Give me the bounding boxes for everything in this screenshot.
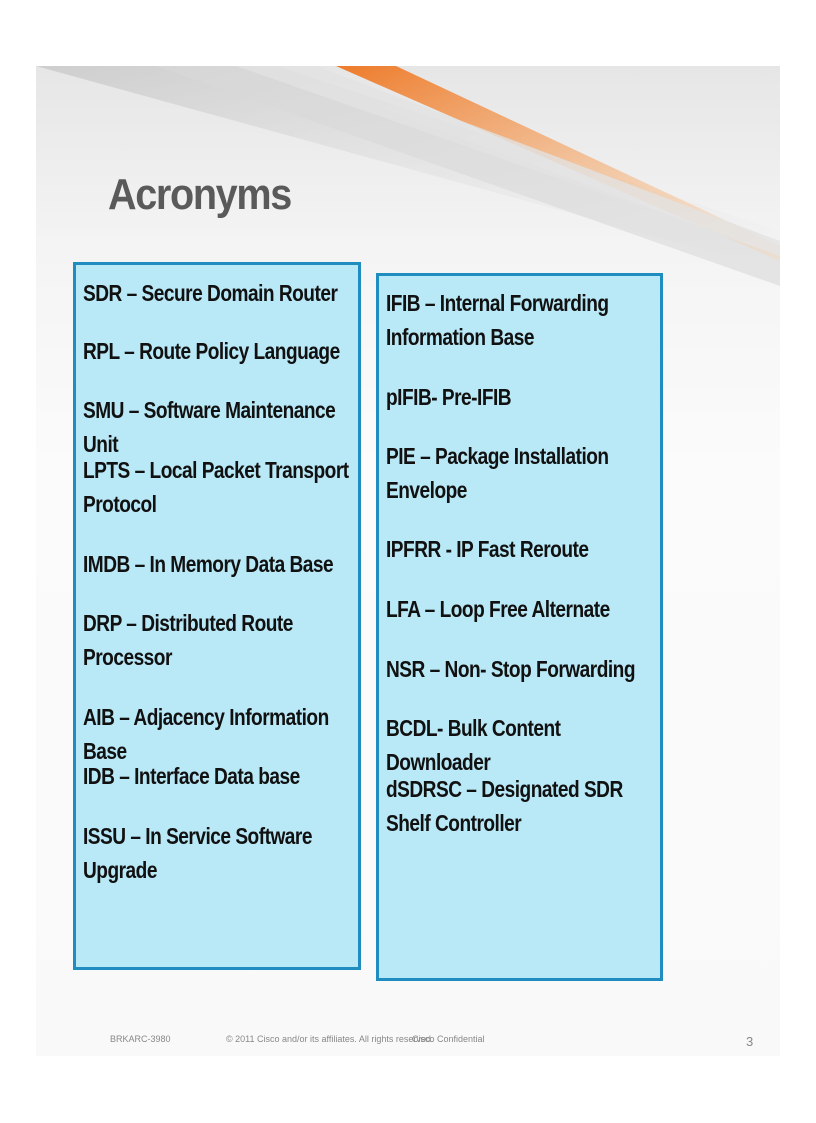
acronym-item: PIE – Package Installation Envelope <box>386 443 609 503</box>
acronym-box-right <box>376 273 663 981</box>
acronym-item: SMU – Software Maintenance Unit <box>83 397 336 457</box>
acronym-item: AIB – Adjacency Information Base <box>83 704 329 764</box>
acronym-item: IFIB – Internal Forwarding Information Base <box>386 290 609 350</box>
acronym-item: IDB – Interface Data base <box>83 763 300 789</box>
acronym-item: DRP – Distributed Route Processor <box>83 610 293 670</box>
acronym-item: BCDL- Bulk Content Downloader <box>386 715 561 775</box>
acronym-item: IMDB – In Memory Data Base <box>83 551 334 577</box>
footer-session-code: BRKARC-3980 <box>110 1034 171 1044</box>
acronym-item: NSR – Non- Stop Forwarding <box>386 656 635 682</box>
acronym-item: LFA – Loop Free Alternate <box>386 596 610 622</box>
acronym-item: LPTS – Local Packet Transport Protocol <box>83 457 349 517</box>
acronym-item: SDR – Secure Domain Router <box>83 280 338 306</box>
acronym-item: IPFRR - IP Fast Reroute <box>386 536 589 562</box>
acronym-box-left <box>73 262 361 970</box>
slide <box>36 66 780 1056</box>
slide-title: Acronyms <box>108 170 291 219</box>
acronym-item: ISSU – In Service Software Upgrade <box>83 823 312 883</box>
footer-confidential: Cisco Confidential <box>412 1034 485 1044</box>
footer-copyright: © 2011 Cisco and/or its affiliates. All rights reserved. <box>226 1034 434 1044</box>
acronym-item: RPL – Route Policy Language <box>83 338 340 364</box>
acronym-item: dSDRSC – Designated SDR Shelf Controller <box>386 776 623 836</box>
acronym-item: pIFIB- Pre-IFIB <box>386 384 512 410</box>
page-number: 3 <box>746 1034 754 1049</box>
